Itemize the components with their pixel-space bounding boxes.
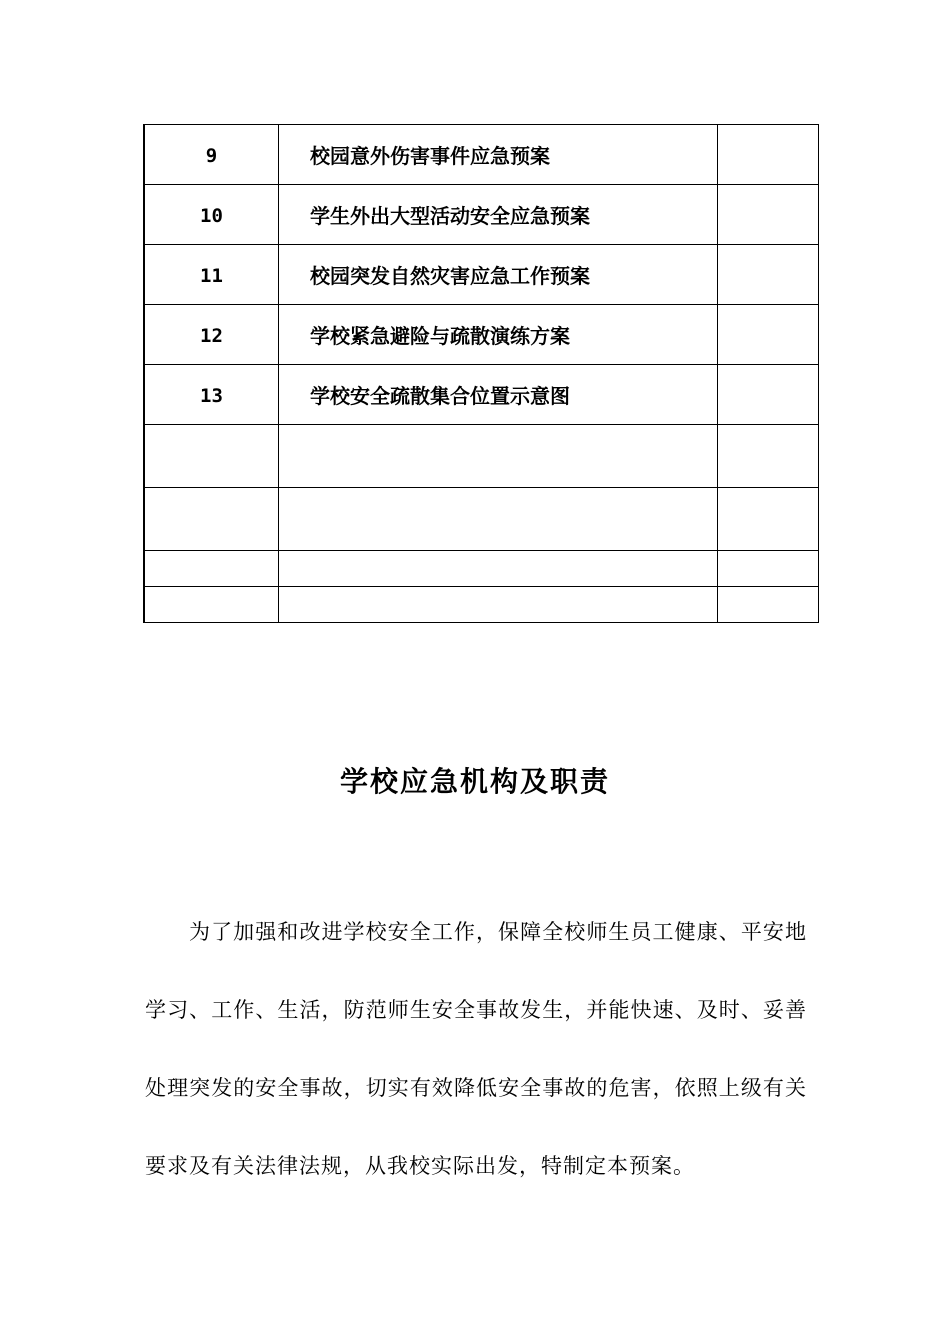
section-heading: 学校应急机构及职责 <box>339 765 610 798</box>
body-paragraph: 为了加强和改进学校安全工作，保障全校师生员工健康、平安地学习、工作、生活，防范师生安全事故发生，并能快速、及时、妥善处理突发的安全事故，切实有效降低安全事故的危害，依照上级有关要求及有关法律法规，从我校实际出发，特制定本预案。 <box>145 920 807 1178</box>
item-number-cell <box>144 587 279 623</box>
item-page-cell <box>718 185 819 245</box>
item-number: 9 <box>205 144 218 167</box>
item-title: 学校紧急避险与疏散演练方案 <box>310 324 570 348</box>
item-number-cell <box>144 551 279 587</box>
item-title-cell <box>279 425 718 488</box>
item-title: 学生外出大型活动安全应急预案 <box>310 204 590 228</box>
item-title-cell <box>279 551 718 587</box>
item-title-cell <box>279 488 718 551</box>
item-title-cell <box>279 185 718 245</box>
table-row-empty <box>144 551 819 587</box>
table-row-empty <box>144 488 819 551</box>
item-page-cell <box>718 551 819 587</box>
item-title-cell <box>279 587 718 623</box>
item-number-cell <box>144 305 279 365</box>
item-number-cell <box>144 365 279 425</box>
table-row-empty <box>144 425 819 488</box>
item-page-cell <box>718 245 819 305</box>
item-number-cell <box>144 488 279 551</box>
item-page-cell <box>718 587 819 623</box>
table-row <box>144 365 819 425</box>
item-page-cell <box>718 488 819 551</box>
item-title: 校园突发自然灾害应急工作预案 <box>310 264 590 288</box>
item-page-cell <box>718 305 819 365</box>
item-number-cell <box>144 185 279 245</box>
item-number: 10 <box>200 204 223 227</box>
item-number-cell <box>144 245 279 305</box>
table-row <box>144 305 819 365</box>
item-title: 校园意外伤害事件应急预案 <box>310 144 550 168</box>
item-title-cell <box>279 305 718 365</box>
table-row-empty <box>144 587 819 623</box>
contents-table <box>143 124 819 623</box>
item-page-cell <box>718 425 819 488</box>
table-row <box>144 185 819 245</box>
table-row <box>144 125 819 185</box>
item-number-cell <box>144 425 279 488</box>
item-number: 12 <box>200 324 223 347</box>
item-title-cell <box>279 125 718 185</box>
table-row <box>144 245 819 305</box>
item-page-cell <box>718 365 819 425</box>
item-page-cell <box>718 125 819 185</box>
item-title: 学校安全疏散集合位置示意图 <box>310 384 570 408</box>
item-number: 11 <box>200 264 223 287</box>
item-number-cell <box>144 125 279 185</box>
item-title-cell <box>279 365 718 425</box>
item-title-cell <box>279 245 718 305</box>
item-number: 13 <box>200 384 223 407</box>
